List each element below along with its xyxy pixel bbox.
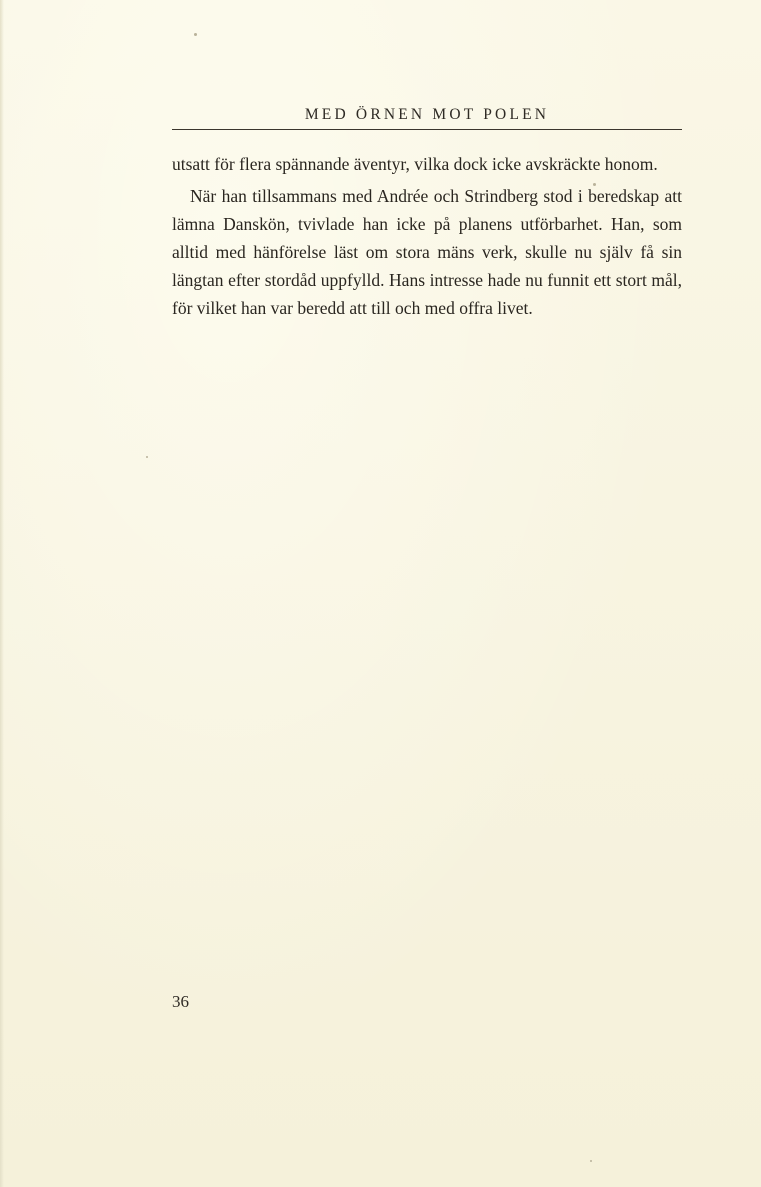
running-head: MED ÖRNEN MOT POLEN xyxy=(304,106,550,123)
page-edge-shadow xyxy=(0,0,4,1187)
paper-speck xyxy=(590,1160,592,1162)
paper-speck xyxy=(593,183,596,186)
paper-speck xyxy=(194,33,197,36)
header-rule xyxy=(172,129,682,130)
paragraph: utsatt för flera spännande äventyr, vilka dock icke avskräckte honom. xyxy=(172,154,658,174)
paragraph: När han tillsammans med Andrée och Strindberg stod i beredskap att lämna Danskön, tvivlade han icke på planens utförbarhet. Han, som alltid med hänförelse läst om stora mäns verk, skulle nu själv få sin längtan efter stordåd uppfylld. Hans intresse hade nu funnit ett stort mål, för vilket han var beredd att till och med offra livet. xyxy=(172,186,682,318)
page-number: 36 xyxy=(172,992,189,1011)
paper-speck xyxy=(146,456,148,458)
body-text xyxy=(172,150,682,322)
